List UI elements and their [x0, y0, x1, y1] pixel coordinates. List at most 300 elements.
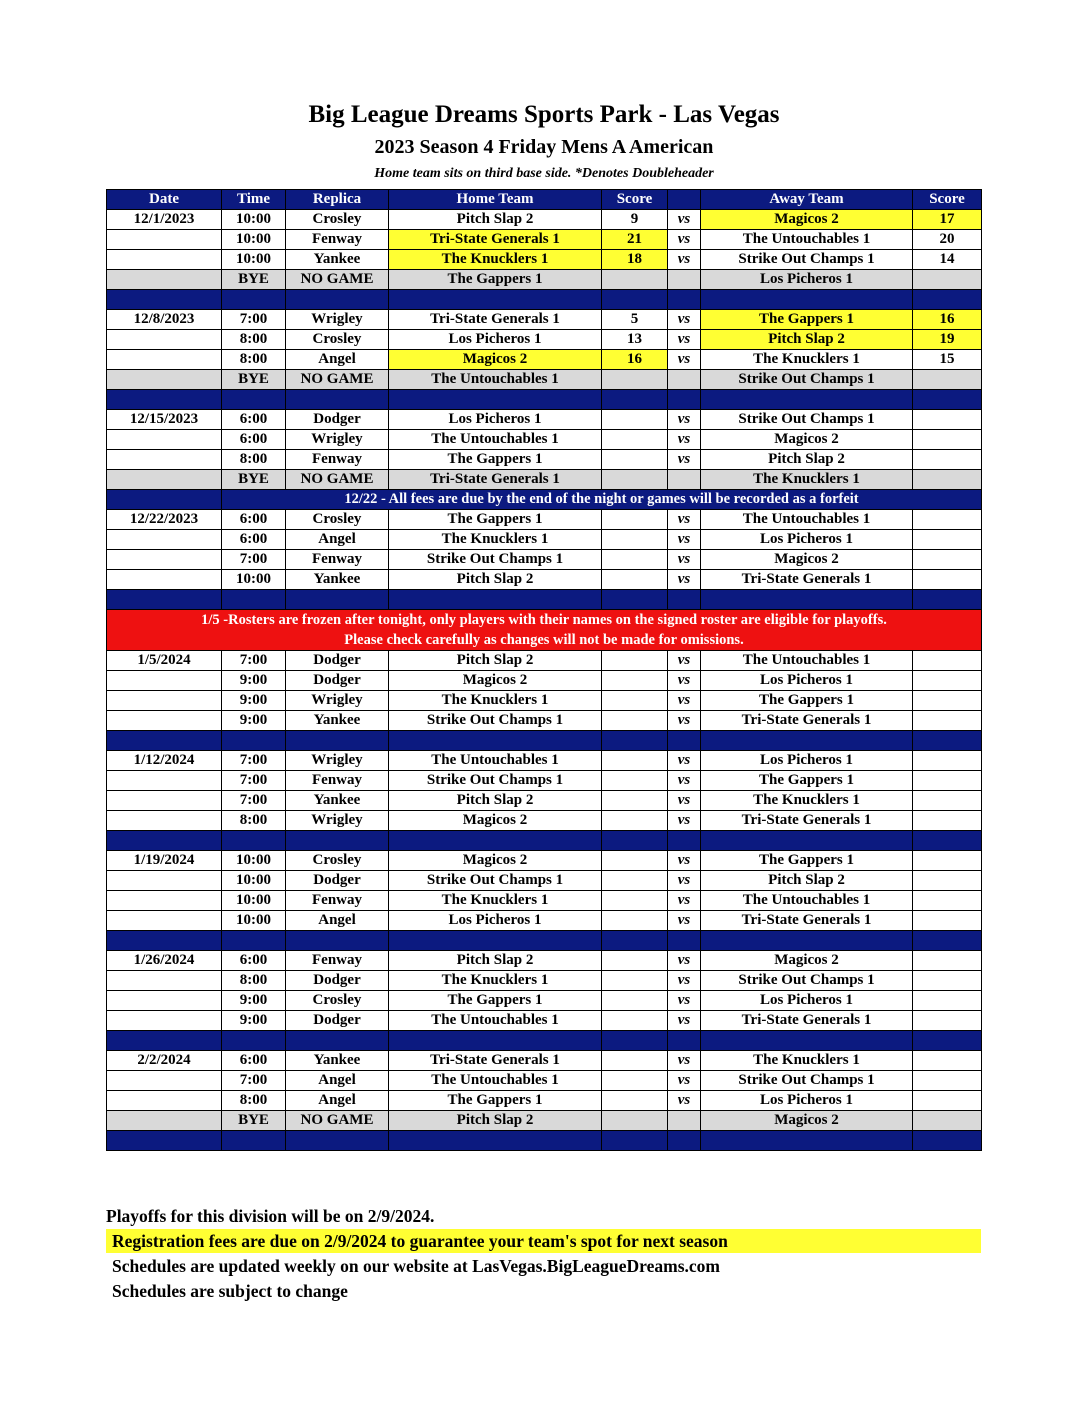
replica-cell: Wrigley: [286, 811, 389, 831]
time-cell: BYE: [222, 270, 286, 290]
home-score-cell: [602, 651, 668, 671]
home-score-cell: 9: [602, 210, 668, 230]
home-team-cell: The Gappers 1: [389, 991, 602, 1011]
separator-cell: [222, 290, 286, 310]
away-team-cell: The Untouchables 1: [701, 230, 913, 250]
replica-cell: Crosley: [286, 510, 389, 530]
time-cell: 10:00: [222, 891, 286, 911]
home-team-cell: The Knucklers 1: [389, 971, 602, 991]
away-team-cell: Tri-State Generals 1: [701, 711, 913, 731]
separator-cell: [602, 390, 668, 410]
week-separator: [107, 831, 982, 851]
time-cell: 9:00: [222, 1011, 286, 1031]
away-score-cell: [913, 410, 982, 430]
away-score-cell: [913, 871, 982, 891]
page-subtitle: 2023 Season 4 Friday Mens A American: [374, 136, 714, 158]
separator-cell: [107, 731, 222, 751]
date-cell: [107, 911, 222, 931]
away-team-cell: The Gappers 1: [701, 851, 913, 871]
time-cell: 8:00: [222, 811, 286, 831]
game-row: [107, 871, 982, 891]
home-score-cell: [602, 430, 668, 450]
replica-cell: Angel: [286, 1071, 389, 1091]
time-cell: BYE: [222, 470, 286, 490]
replica-cell: Angel: [286, 350, 389, 370]
website-note: Schedules are updated weekly on our website at LasVegas.BigLeagueDreams.com: [112, 1256, 720, 1276]
away-score-cell: [913, 671, 982, 691]
home-score-cell: [602, 751, 668, 771]
separator-cell: [286, 1131, 389, 1151]
home-score-cell: [602, 1051, 668, 1071]
vs-cell: vs: [668, 1091, 701, 1111]
home-team-cell: Tri-State Generals 1: [389, 310, 602, 330]
date-cell: 1/12/2024: [107, 751, 222, 771]
separator-cell: [701, 390, 913, 410]
home-team-cell: Pitch Slap 2: [389, 210, 602, 230]
date-cell: [107, 1111, 222, 1131]
separator-cell: [286, 931, 389, 951]
date-cell: [107, 370, 222, 390]
date-cell: [107, 250, 222, 270]
time-cell: 10:00: [222, 210, 286, 230]
date-cell: [107, 891, 222, 911]
away-team-cell: Los Picheros 1: [701, 1091, 913, 1111]
time-cell: 8:00: [222, 1091, 286, 1111]
home-score-cell: [602, 1011, 668, 1031]
separator-cell: [222, 831, 286, 851]
separator-cell: [668, 290, 701, 310]
home-team-cell: The Untouchables 1: [389, 370, 602, 390]
separator-cell: [913, 1031, 982, 1051]
game-row: [107, 550, 982, 570]
schedule-note: Home team sits on third base side. *Denotes Doubleheader: [374, 166, 714, 181]
home-team-cell: Magicos 2: [389, 350, 602, 370]
game-row: [107, 691, 982, 711]
replica-cell: NO GAME: [286, 1111, 389, 1131]
separator-cell: [389, 390, 602, 410]
separator-cell: [222, 590, 286, 610]
home-team-cell: Los Picheros 1: [389, 410, 602, 430]
separator-cell: [602, 1131, 668, 1151]
away-team-cell: Strike Out Champs 1: [701, 971, 913, 991]
playoffs-note: Playoffs for this division will be on 2/9/2024.: [106, 1206, 435, 1226]
separator-cell: [701, 590, 913, 610]
home-score-cell: [602, 771, 668, 791]
home-team-cell: The Gappers 1: [389, 450, 602, 470]
separator-cell: [701, 290, 913, 310]
away-score-cell: 15: [913, 350, 982, 370]
away-team-cell: Pitch Slap 2: [701, 871, 913, 891]
vs-cell: vs: [668, 510, 701, 530]
vs-cell: vs: [668, 951, 701, 971]
away-score-cell: [913, 911, 982, 931]
away-team-cell: Strike Out Champs 1: [701, 410, 913, 430]
replica-cell: Crosley: [286, 210, 389, 230]
home-score-cell: [602, 470, 668, 490]
game-row: [107, 510, 982, 530]
game-row: [107, 410, 982, 430]
home-score-cell: [602, 711, 668, 731]
away-score-cell: [913, 971, 982, 991]
away-team-cell: Los Picheros 1: [701, 671, 913, 691]
replica-cell: Fenway: [286, 450, 389, 470]
table-header: [107, 190, 982, 210]
game-row: [107, 250, 982, 270]
game-row: [107, 951, 982, 971]
away-score-cell: 20: [913, 230, 982, 250]
away-team-cell: The Gappers 1: [701, 310, 913, 330]
separator-cell: [107, 1031, 222, 1051]
separator-cell: [107, 390, 222, 410]
date-cell: [107, 871, 222, 891]
vs-cell: vs: [668, 550, 701, 570]
replica-cell: Wrigley: [286, 751, 389, 771]
game-row: [107, 911, 982, 931]
game-row: [107, 230, 982, 250]
vs-cell: vs: [668, 1051, 701, 1071]
date-cell: [107, 350, 222, 370]
bye-row: [107, 370, 982, 390]
away-team-cell: The Gappers 1: [701, 771, 913, 791]
separator-cell: [602, 290, 668, 310]
game-row: [107, 1011, 982, 1031]
home-team-cell: Los Picheros 1: [389, 330, 602, 350]
date-cell: [107, 991, 222, 1011]
separator-cell: [107, 590, 222, 610]
home-team-cell: The Untouchables 1: [389, 1071, 602, 1091]
home-team-cell: Los Picheros 1: [389, 911, 602, 931]
date-cell: 12/15/2023: [107, 410, 222, 430]
date-cell: [107, 1011, 222, 1031]
away-score-cell: [913, 370, 982, 390]
date-cell: [107, 711, 222, 731]
vs-cell: vs: [668, 871, 701, 891]
away-score-cell: [913, 510, 982, 530]
separator-cell: [913, 731, 982, 751]
game-row: [107, 1091, 982, 1111]
separator-cell: [389, 590, 602, 610]
date-cell: [107, 470, 222, 490]
time-cell: 7:00: [222, 791, 286, 811]
away-score-cell: [913, 1111, 982, 1131]
date-cell: [107, 691, 222, 711]
replica-cell: Yankee: [286, 1051, 389, 1071]
vs-cell: vs: [668, 250, 701, 270]
home-team-cell: Pitch Slap 2: [389, 570, 602, 590]
vs-cell: vs: [668, 210, 701, 230]
vs-cell: [668, 1111, 701, 1131]
home-score-cell: [602, 811, 668, 831]
week-separator: [107, 290, 982, 310]
home-score-cell: [602, 530, 668, 550]
replica-cell: Wrigley: [286, 430, 389, 450]
home-score-cell: [602, 410, 668, 430]
home-team-cell: The Knucklers 1: [389, 691, 602, 711]
separator-cell: [286, 290, 389, 310]
change-note: Schedules are subject to change: [112, 1281, 348, 1301]
vs-cell: vs: [668, 1011, 701, 1031]
separator-cell: [286, 831, 389, 851]
week-separator: [107, 390, 982, 410]
away-score-cell: [913, 270, 982, 290]
separator-cell: [668, 831, 701, 851]
separator-cell: [701, 931, 913, 951]
separator-cell: [602, 931, 668, 951]
away-team-cell: Strike Out Champs 1: [701, 250, 913, 270]
separator-cell: [913, 590, 982, 610]
home-score-cell: [602, 871, 668, 891]
header-away-team: Away Team: [701, 190, 913, 210]
separator-cell: [668, 931, 701, 951]
home-team-cell: Magicos 2: [389, 671, 602, 691]
home-score-cell: [602, 691, 668, 711]
time-cell: 9:00: [222, 671, 286, 691]
separator-cell: [701, 731, 913, 751]
away-team-cell: The Knucklers 1: [701, 350, 913, 370]
time-cell: 10:00: [222, 911, 286, 931]
separator-cell: [389, 931, 602, 951]
header-time: Time: [222, 190, 286, 210]
vs-cell: vs: [668, 971, 701, 991]
home-team-cell: Strike Out Champs 1: [389, 771, 602, 791]
time-cell: 8:00: [222, 350, 286, 370]
date-cell: 12/22/2023: [107, 510, 222, 530]
separator-cell: [913, 1131, 982, 1151]
home-team-cell: Tri-State Generals 1: [389, 1051, 602, 1071]
separator-cell: [222, 1031, 286, 1051]
time-cell: 7:00: [222, 651, 286, 671]
home-team-cell: Pitch Slap 2: [389, 791, 602, 811]
away-score-cell: [913, 811, 982, 831]
separator-cell: [602, 831, 668, 851]
game-row: [107, 771, 982, 791]
separator-cell: [389, 831, 602, 851]
separator-cell: [668, 1131, 701, 1151]
away-team-cell: Magicos 2: [701, 1111, 913, 1131]
home-score-cell: [602, 951, 668, 971]
vs-cell: vs: [668, 1071, 701, 1091]
replica-cell: Crosley: [286, 991, 389, 1011]
week-separator: [107, 590, 982, 610]
away-score-cell: [913, 1011, 982, 1031]
away-team-cell: The Knucklers 1: [701, 791, 913, 811]
away-score-cell: [913, 891, 982, 911]
date-cell: 1/19/2024: [107, 851, 222, 871]
away-score-cell: [913, 691, 982, 711]
date-cell: 2/2/2024: [107, 1051, 222, 1071]
away-score-cell: [913, 651, 982, 671]
game-row: [107, 530, 982, 550]
away-score-cell: 16: [913, 310, 982, 330]
replica-cell: Crosley: [286, 851, 389, 871]
away-team-cell: Los Picheros 1: [701, 751, 913, 771]
home-team-cell: Tri-State Generals 1: [389, 470, 602, 490]
replica-cell: NO GAME: [286, 370, 389, 390]
home-score-cell: [602, 570, 668, 590]
separator-cell: [668, 590, 701, 610]
date-cell: [107, 1071, 222, 1091]
vs-cell: vs: [668, 350, 701, 370]
time-cell: 6:00: [222, 530, 286, 550]
away-team-cell: Magicos 2: [701, 210, 913, 230]
game-row: [107, 971, 982, 991]
replica-cell: Wrigley: [286, 310, 389, 330]
home-score-cell: [602, 510, 668, 530]
home-score-cell: [602, 450, 668, 470]
time-cell: 9:00: [222, 991, 286, 1011]
bye-row: [107, 1111, 982, 1131]
game-row: [107, 671, 982, 691]
away-team-cell: Tri-State Generals 1: [701, 1011, 913, 1031]
replica-cell: Fenway: [286, 230, 389, 250]
away-score-cell: [913, 851, 982, 871]
time-cell: 7:00: [222, 310, 286, 330]
game-row: [107, 751, 982, 771]
time-cell: 7:00: [222, 771, 286, 791]
header-home-team: Home Team: [389, 190, 602, 210]
date-cell: [107, 811, 222, 831]
date-cell: [107, 971, 222, 991]
away-score-cell: [913, 1071, 982, 1091]
away-score-cell: [913, 771, 982, 791]
home-team-cell: The Knucklers 1: [389, 250, 602, 270]
game-row: [107, 430, 982, 450]
week-separator: [107, 1031, 982, 1051]
date-cell: [107, 570, 222, 590]
vs-cell: vs: [668, 410, 701, 430]
separator-cell: [107, 931, 222, 951]
away-score-cell: [913, 570, 982, 590]
time-cell: 6:00: [222, 951, 286, 971]
separator-cell: [602, 590, 668, 610]
replica-cell: Fenway: [286, 771, 389, 791]
separator-cell: [668, 390, 701, 410]
separator-cell: [701, 1131, 913, 1151]
time-cell: 10:00: [222, 570, 286, 590]
home-team-cell: Pitch Slap 2: [389, 1111, 602, 1131]
away-score-cell: [913, 550, 982, 570]
home-score-cell: 16: [602, 350, 668, 370]
replica-cell: Wrigley: [286, 691, 389, 711]
away-team-cell: Tri-State Generals 1: [701, 911, 913, 931]
home-team-cell: The Untouchables 1: [389, 1011, 602, 1031]
bye-row: [107, 470, 982, 490]
away-team-cell: Los Picheros 1: [701, 270, 913, 290]
separator-cell: [668, 731, 701, 751]
separator-cell: [913, 290, 982, 310]
fees-notice-row: [107, 490, 982, 510]
time-cell: 7:00: [222, 550, 286, 570]
time-cell: 10:00: [222, 851, 286, 871]
away-team-cell: The Gappers 1: [701, 691, 913, 711]
game-row: [107, 851, 982, 871]
separator-cell: [701, 831, 913, 851]
separator-cell: [913, 831, 982, 851]
replica-cell: Fenway: [286, 550, 389, 570]
vs-cell: vs: [668, 230, 701, 250]
roster-notice-line-1: 1/5 -Rosters are frozen after tonight, only players with their names on the signed roster are eligible for playoffs.: [201, 612, 887, 628]
away-team-cell: Magicos 2: [701, 430, 913, 450]
roster-notice-row: [107, 610, 982, 651]
separator-cell: [222, 731, 286, 751]
header-away-score: Score: [913, 190, 982, 210]
date-cell: 12/8/2023: [107, 310, 222, 330]
away-team-cell: The Knucklers 1: [701, 1051, 913, 1071]
roster-notice-line-2: Please check carefully as changes will not be made for omissions.: [344, 632, 744, 648]
replica-cell: Dodger: [286, 971, 389, 991]
game-row: [107, 350, 982, 370]
game-row: [107, 711, 982, 731]
away-team-cell: The Untouchables 1: [701, 891, 913, 911]
time-cell: 9:00: [222, 691, 286, 711]
game-row: [107, 791, 982, 811]
home-score-cell: 5: [602, 310, 668, 330]
vs-cell: vs: [668, 651, 701, 671]
away-score-cell: [913, 751, 982, 771]
date-cell: [107, 530, 222, 550]
separator-cell: [286, 731, 389, 751]
date-cell: [107, 771, 222, 791]
bye-row: [107, 270, 982, 290]
vs-cell: vs: [668, 671, 701, 691]
replica-cell: Yankee: [286, 711, 389, 731]
separator-cell: [389, 290, 602, 310]
replica-cell: Yankee: [286, 250, 389, 270]
replica-cell: NO GAME: [286, 470, 389, 490]
home-score-cell: [602, 1091, 668, 1111]
home-score-cell: [602, 911, 668, 931]
game-row: [107, 991, 982, 1011]
separator-cell: [107, 290, 222, 310]
replica-cell: Angel: [286, 530, 389, 550]
home-team-cell: Strike Out Champs 1: [389, 871, 602, 891]
away-score-cell: 19: [913, 330, 982, 350]
home-score-cell: [602, 891, 668, 911]
vs-cell: vs: [668, 330, 701, 350]
away-score-cell: [913, 711, 982, 731]
vs-cell: vs: [668, 771, 701, 791]
replica-cell: Fenway: [286, 951, 389, 971]
week-separator: [107, 1131, 982, 1151]
separator-cell: [389, 1131, 602, 1151]
vs-cell: vs: [668, 570, 701, 590]
home-score-cell: [602, 370, 668, 390]
away-score-cell: [913, 530, 982, 550]
game-row: [107, 1051, 982, 1071]
separator-cell: [107, 490, 222, 510]
home-score-cell: [602, 1111, 668, 1131]
home-score-cell: [602, 991, 668, 1011]
home-score-cell: [602, 270, 668, 290]
vs-cell: vs: [668, 851, 701, 871]
vs-cell: vs: [668, 430, 701, 450]
separator-cell: [602, 1031, 668, 1051]
game-row: [107, 651, 982, 671]
date-cell: 1/5/2024: [107, 651, 222, 671]
time-cell: BYE: [222, 1111, 286, 1131]
game-row: [107, 811, 982, 831]
away-team-cell: The Untouchables 1: [701, 510, 913, 530]
time-cell: 7:00: [222, 751, 286, 771]
date-cell: [107, 1091, 222, 1111]
home-team-cell: The Gappers 1: [389, 270, 602, 290]
away-team-cell: Los Picheros 1: [701, 530, 913, 550]
date-cell: [107, 450, 222, 470]
separator-cell: [913, 390, 982, 410]
replica-cell: Angel: [286, 1091, 389, 1111]
date-cell: [107, 550, 222, 570]
game-row: [107, 450, 982, 470]
